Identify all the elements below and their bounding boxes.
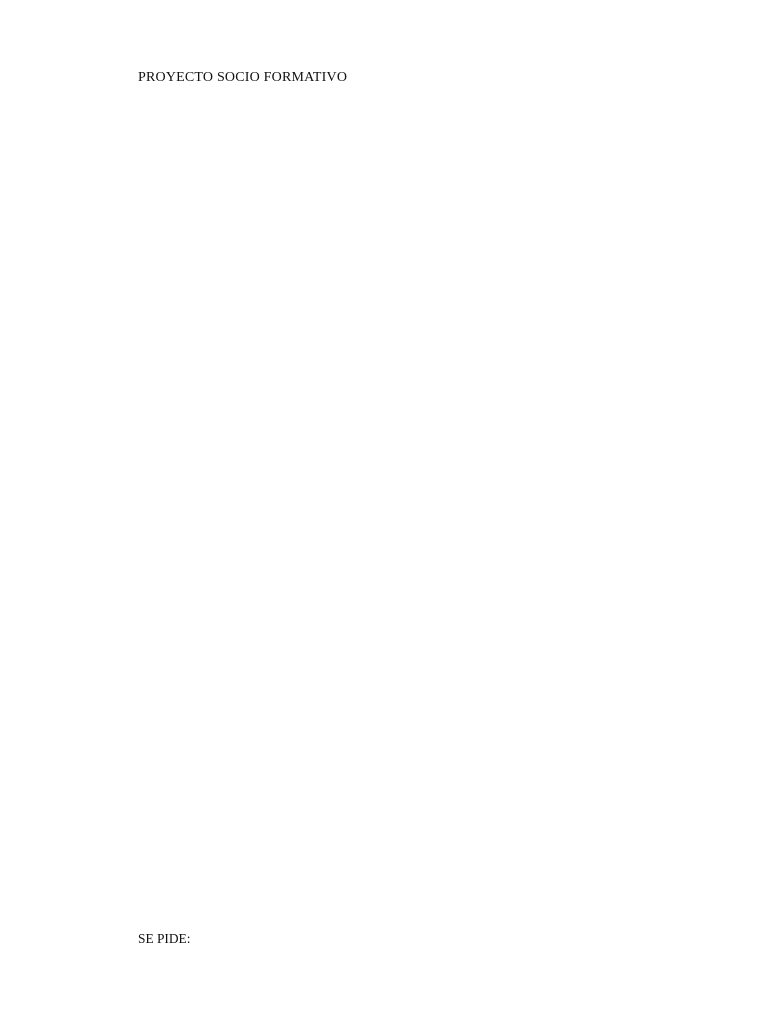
closing-heading: SE PIDE: <box>138 931 191 946</box>
document-title: PROYECTO SOCIO FORMATIVO <box>138 70 348 85</box>
